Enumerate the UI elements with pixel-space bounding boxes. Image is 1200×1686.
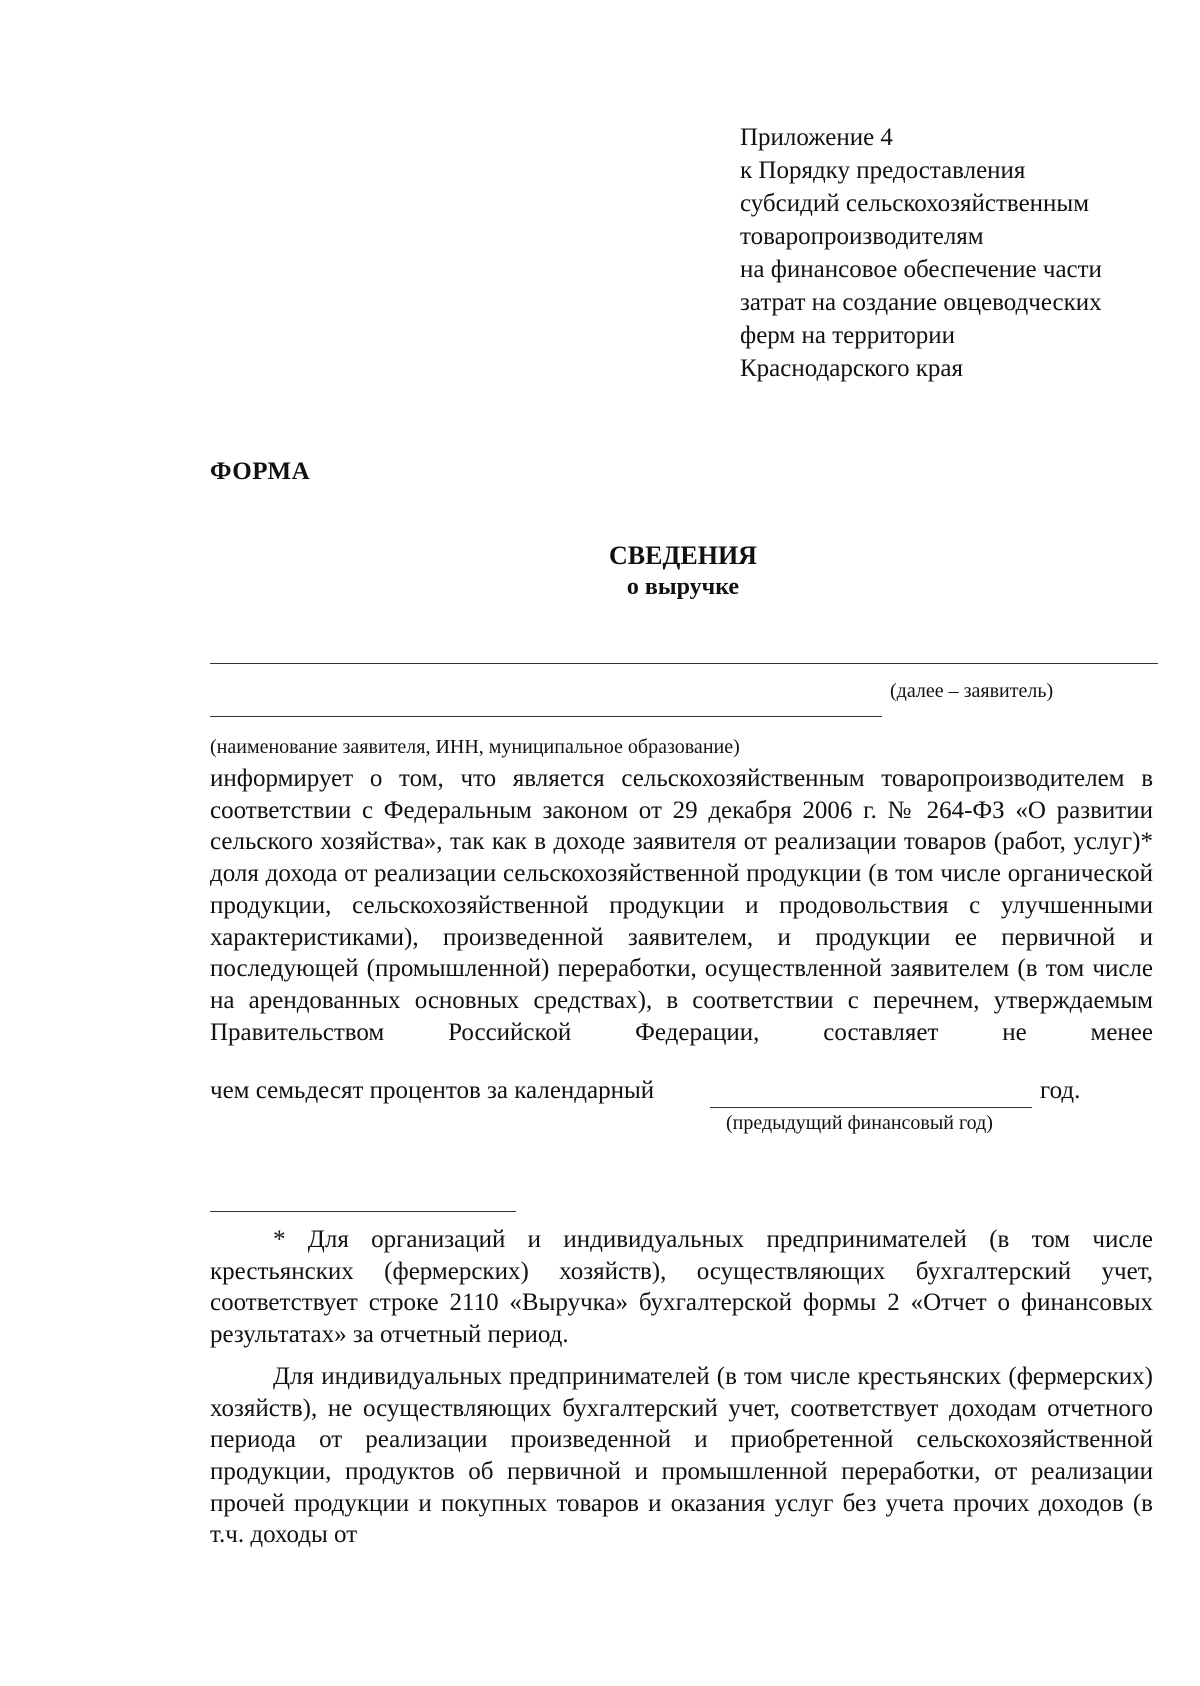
appendix-line: к Порядку предоставления	[740, 157, 1026, 184]
main-paragraph-text: информирует о том, что является сельскохозяйственным товаропроизводителем в соответствии с Федеральным законом от 29 декабря 2006 г. № 264-ФЗ «О развитии сельского хозяйства», так как в доходе заявителя от реализации товаров (работ, услуг)* доля дохода от реализации сельскохозяйственной продукции (в том числе органической продукции, сельскохозяйственной продукции и продовольствия с улучшенными характеристиками), произведенной заявителем, и продукции ее первичной и последующей (промышленной) переработки, осуществленной заявителем (в том числе на арендованных основных средствах), в соответствии с перечнем, утверждаемым Правительством Российской Федерации, составляет не менее	[210, 765, 1153, 1046]
page-title: СВЕДЕНИЯ	[609, 541, 757, 570]
year-caption: (предыдущий финансовый год)	[726, 1112, 993, 1134]
appendix-line: Приложение 4	[740, 124, 893, 151]
year-input-line[interactable]	[710, 1107, 1032, 1108]
hereinafter-label: (далее – заявитель)	[890, 680, 1054, 702]
appendix-line: субсидий сельскохозяйственным	[740, 190, 1090, 217]
main-paragraph-last-line: чем семьдесят процентов за календарный	[210, 1077, 655, 1104]
applicant-caption: (наименование заявителя, ИНН, муниципальное образование)	[210, 736, 740, 758]
appendix-line: Краснодарского края	[740, 355, 963, 382]
footnote-block	[210, 1224, 1153, 1561]
footnote-paragraph-2: Для индивидуальных предпринимателей (в том числе крестьянских (фермерских) хозяйств), не осуществляющих бухгалтерский учет, соответствует доходам отчетного периода от реализации произведенной и приобретенной сельскохозяйственной продукции, продуктов об первичной и промышленной переработки, от реализации прочей продукции и покупных товаров и оказания услуг без учета прочих доходов (в т.ч. доходы от	[210, 1362, 1153, 1549]
footnote-paragraph-1: * Для организаций и индивидуальных предпринимателей (в том числе крестьянских (фермерских) хозяйств), осуществляющих бухгалтерский учет, соответствует строке 2110 «Выручка» бухгалтерской формы 2 «Отчет о финансовых результатах» за отчетный период.	[210, 1226, 1153, 1349]
form-label: ФОРМА	[210, 458, 311, 485]
appendix-block	[740, 121, 1102, 385]
main-paragraph	[210, 763, 1153, 1048]
applicant-name-line-1[interactable]	[210, 663, 1158, 664]
applicant-name-line-2[interactable]	[210, 716, 882, 717]
appendix-line: ферм на территории	[740, 322, 955, 349]
appendix-line: товаропроизводителям	[740, 223, 984, 250]
appendix-line: затрат на создание овцеводческих	[740, 289, 1102, 316]
page-subtitle: о выручке	[626, 574, 740, 600]
year-word: год.	[1040, 1077, 1081, 1104]
footnote-separator	[210, 1211, 516, 1212]
appendix-line: на финансовое обеспечение части	[740, 256, 1102, 283]
